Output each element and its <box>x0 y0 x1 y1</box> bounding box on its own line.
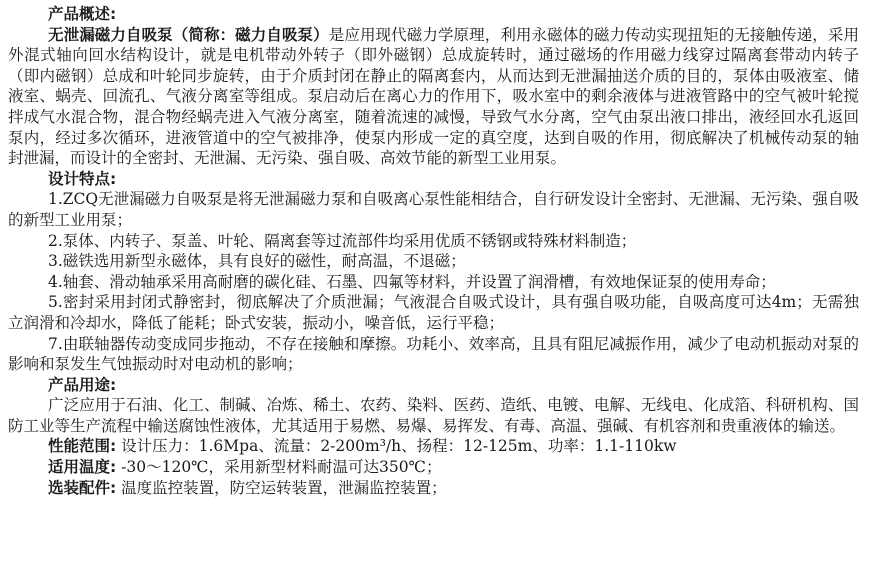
applications-paragraph: 广泛应用于石油、化工、制碱、冶炼、稀土、农药、染料、医药、造纸、电镀、电解、无线电、化成箔、科研机构、国防工业等生产流程中输送腐蚀性液体，尤其适用于易燃、易爆、易挥发、有毒、高温、强碱、有机容剂和贵重液体的输送。 <box>8 396 859 435</box>
accessories-value: 温度监控装置，防空运转装置，泄漏监控装置； <box>116 478 447 497</box>
temperature-line <box>8 457 859 478</box>
performance-label: 性能范围: <box>48 437 117 456</box>
overview-lead: 无泄漏磁力自吸泵（简称：磁力自吸泵） <box>48 25 329 44</box>
feature-item-7: 7.由联轴器传动变成同步拖动，不存在接触和摩擦。功耗小、效率高，且具有阻尼减振作用，减少了电动机振动对泵的影响和泵发生气蚀振动时对电动机的影响； <box>8 334 859 374</box>
feature-item-5: 5.密封采用封闭式静密封，彻底解决了介质泄漏；气液混合自吸式设计，具有强自吸功能，自吸高度可达4m；无需独立润滑和冷却水，降低了能耗；卧式安装，振动小，噪音低，运行平稳； <box>8 293 859 332</box>
feature-item-1: 1.ZCQ无泄漏磁力自吸泵是将无泄漏磁力泵和自吸离心泵性能相结合，自行研发设计全密封、无泄漏、无污染、强自吸的新型工业用泵； <box>8 190 859 229</box>
overview-heading: 产品概述: <box>48 5 117 23</box>
features-heading: 设计特点: <box>48 169 117 188</box>
performance-line <box>8 436 859 457</box>
temperature-label: 适用温度: <box>48 458 117 477</box>
overview-body: 是应用现代磁力学原理，利用永磁体的磁力传动实现扭矩的无接触传递，采用外混式轴向回水结构设计，就是电机带动外转子（即外磁钢）总成旋转时，通过磁场的作用磁力线穿过隔离套带动内转子（即内磁钢）总成和叶轮同步旋转，由于介质封闭在静止的隔离套内，从而达到无泄漏抽送介质的目的，泵体由吸液室、储液室、蜗壳、回流孔、气液分离室等组成。泵启动后在离心力的作用下，吸水室中的剩余液体与进液管路中的空气被叶轮搅拌成气水混合物，混合物经蜗壳进入气液分离室，随着流速的减慢，导致气水分离，空气由泵出液口排出，液经回水孔返回泵内，经过多次循环，进液管道中的空气被排净，使泵内形成一定的真空度，达到自吸的作用，彻底解决了机械传动泵的轴封泄漏，而设计的全密封、无泄漏、无污染、强自吸、高效节能的新型工业用泵。 <box>8 25 859 168</box>
feature-item-4: 4.轴套、滑动轴承采用高耐磨的碳化硅、石墨、四氟等材料，并设置了润滑槽，有效地保证泵的使用寿命； <box>48 272 776 291</box>
applications-heading: 产品用途: <box>48 375 117 394</box>
accessories-line <box>8 478 859 499</box>
overview-paragraph <box>8 25 859 169</box>
accessories-label: 选装配件: <box>48 478 117 497</box>
performance-value: 设计压力：1.6Mpa、流量：2-200m³/h、扬程：12-125m、功率：1.1-110kw <box>116 437 677 456</box>
feature-item-2: 2.泵体、内转子、泵盖、叶轮、隔离套等过流部件均采用优质不锈钢或特殊材料制造； <box>48 231 637 250</box>
temperature-value: -30～120℃，采用新型材料耐温可达350℃； <box>116 458 442 477</box>
feature-item-3: 3.磁铁选用新型永磁体，具有良好的磁性，耐高温，不退磁； <box>48 252 466 271</box>
